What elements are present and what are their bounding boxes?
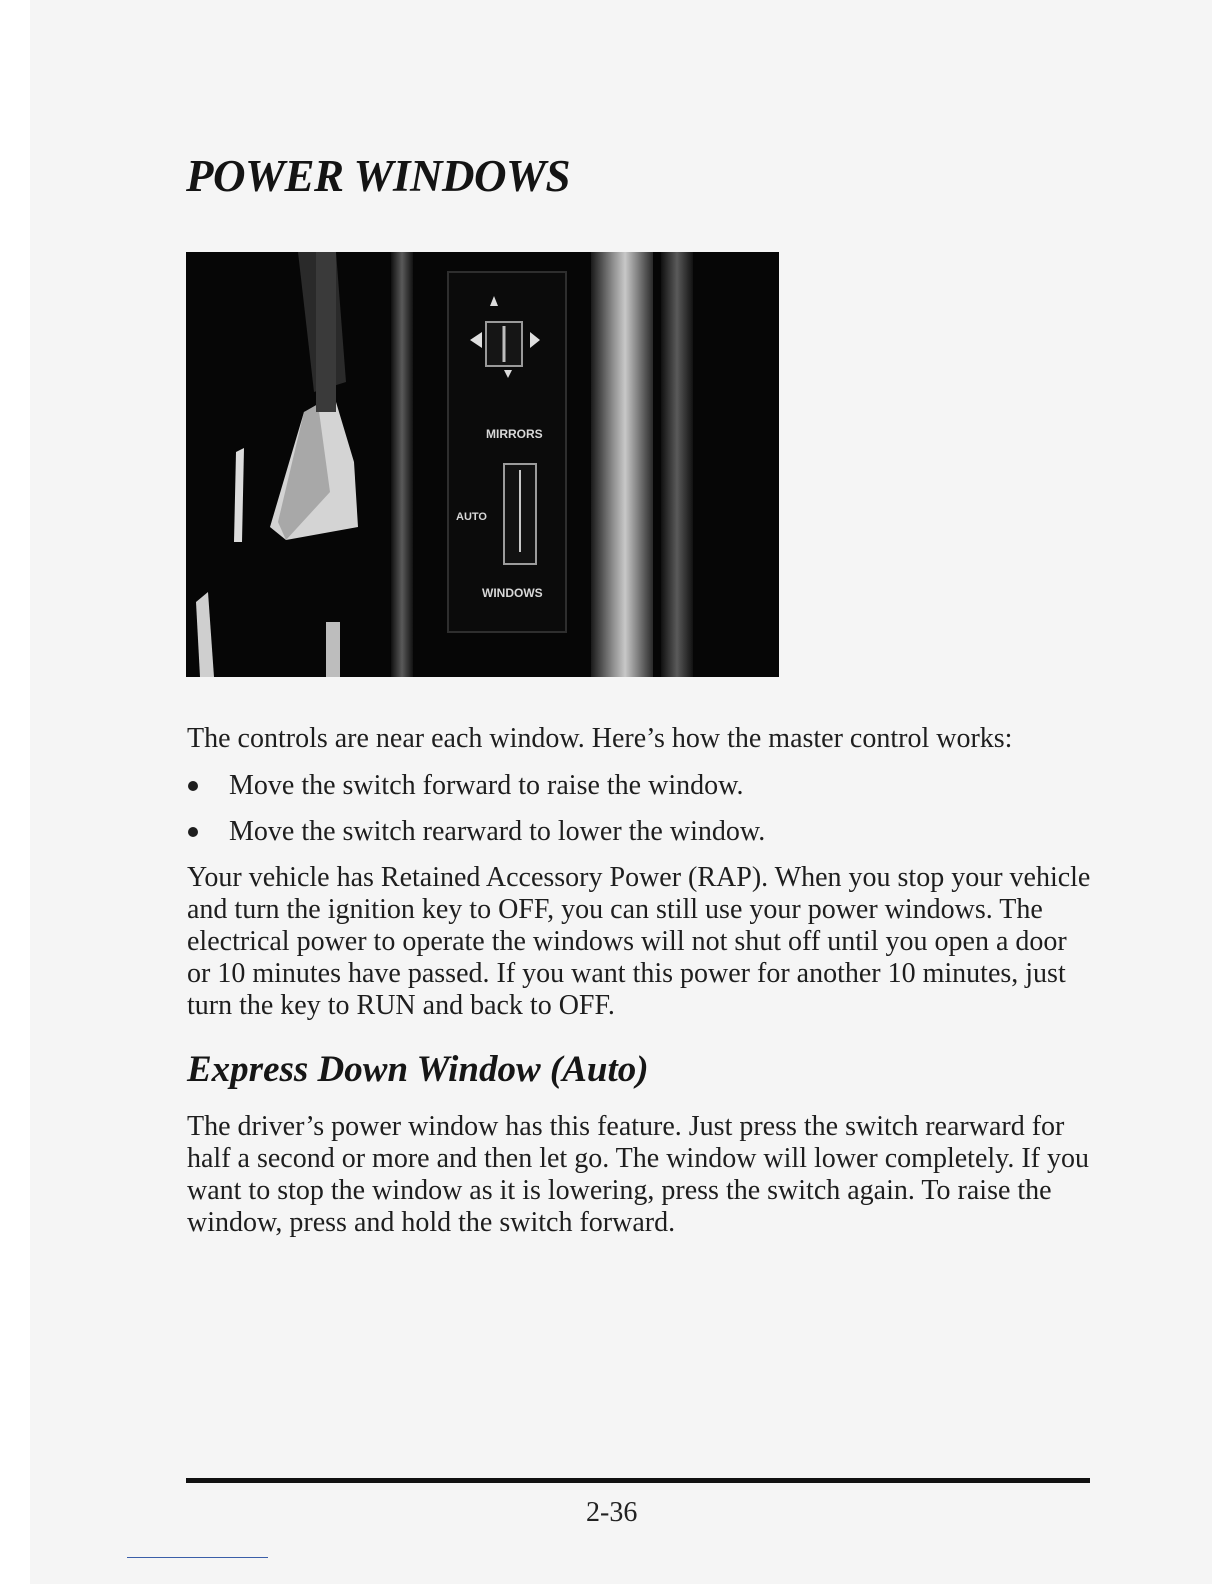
page-title: POWER WINDOWS [186,151,571,201]
bullet-icon [188,827,198,837]
footer-rule [186,1478,1090,1483]
instruction-list [187,770,765,862]
page-number: 2-36 [586,1497,638,1528]
auto-label: AUTO [456,511,487,523]
express-paragraph: The driver’s power window has this feature. Just press the switch rearward for half a second or more and then let go. The window will lower completely. If you want to stop the window as it is lowering, press the switch again. To raise the window, press and hold the switch forward. [187,1111,1089,1238]
list-item-text: Move the switch rearward to lower the window. [229,816,766,847]
mirrors-label: MIRRORS [486,427,543,441]
footer-link-line [127,1557,268,1558]
list-item [187,770,765,802]
bullet-icon [188,781,198,791]
windows-label: WINDOWS [482,586,543,600]
list-item-text: Move the switch forward to raise the window. [229,770,744,801]
door-controls-photo [186,252,779,677]
rap-paragraph: Your vehicle has Retained Accessory Power (RAP). When you stop your vehicle and turn the ignition key to OFF, you can still use your power windows. The electrical power to operate the windows will not shut off until you open a door or 10 minutes have passed. If you want this power for another 10 minutes, just turn the key to RUN and back to OFF. [187,862,1091,1021]
list-item [187,816,765,848]
section-heading: Express Down Window (Auto) [187,1049,649,1090]
intro-paragraph: The controls are near each window. Here’s how the master control works: [187,723,1013,754]
